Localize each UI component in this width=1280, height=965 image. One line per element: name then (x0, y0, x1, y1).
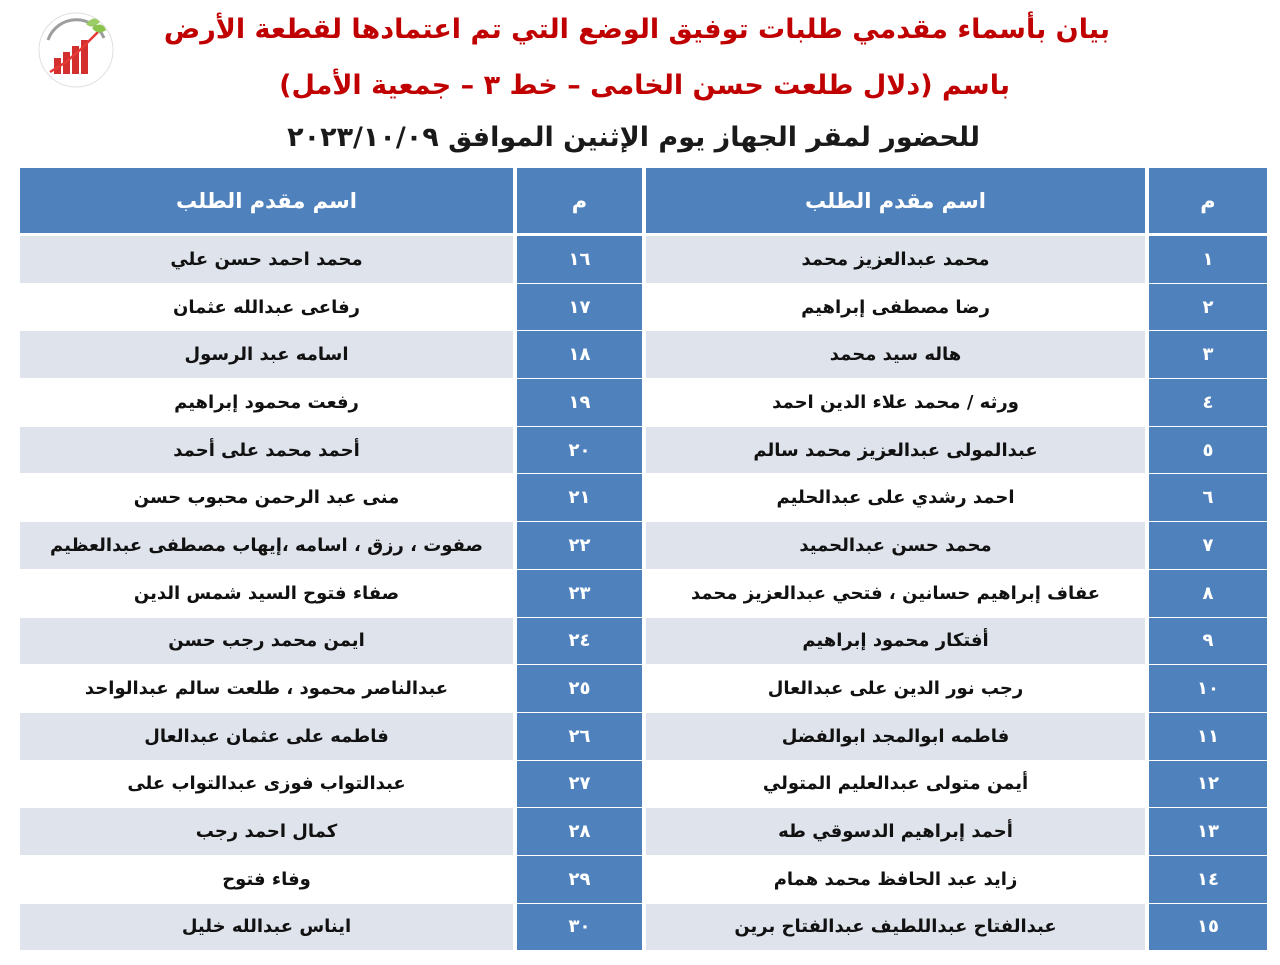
row-number-cell: ١٩ (517, 379, 642, 427)
row-number-cell: ٢٤ (517, 618, 642, 666)
row-number-cell: ٢٣ (517, 570, 642, 618)
row-number-cell: ١٢ (1149, 761, 1267, 809)
row-number-cell: ٣ (1149, 331, 1267, 379)
applicant-name-cell: وفاء فتوح (20, 856, 513, 904)
applicant-name-cell: محمد عبدالعزيز محمد (646, 236, 1145, 284)
applicant-name-cell: رجب نور الدين على عبدالعال (646, 665, 1145, 713)
applicant-name-cell: ورثه / محمد علاء الدين احمد (646, 379, 1145, 427)
applicant-name-cell: رضا مصطفى إبراهيم (646, 284, 1145, 332)
page-title-line-2: باسم (دلال طلعت حسن الخامى – خط ٣ – جمعية الأمل) (279, 70, 1010, 101)
row-number-cell: ٢٦ (517, 713, 642, 761)
row-number-cell: ١٠ (1149, 665, 1267, 713)
row-number-cell: ٢٥ (517, 665, 642, 713)
row-number-cell: ٢٢ (517, 522, 642, 570)
applicant-name-cell: صفاء فتوح السيد شمس الدين (20, 570, 513, 618)
applicant-name-cell: ايمن محمد رجب حسن (20, 618, 513, 666)
applicants-table (20, 168, 1259, 951)
row-number-cell: ٣٠ (517, 904, 642, 952)
row-number-cell: ٢٠ (517, 427, 642, 475)
applicant-name-cell: محمد احمد حسن علي (20, 236, 513, 284)
column-header-name-2: اسم مقدم الطلب (20, 168, 513, 236)
applicant-name-cell: احمد رشدي على عبدالحليم (646, 474, 1145, 522)
row-number-cell: ١٨ (517, 331, 642, 379)
applicant-name-cell: أحمد محمد على أحمد (20, 427, 513, 475)
column-header-name-1: اسم مقدم الطلب (646, 168, 1145, 236)
row-number-cell: ٥ (1149, 427, 1267, 475)
row-number-cell: ٢ (1149, 284, 1267, 332)
row-number-cell: ٢٨ (517, 808, 642, 856)
page-title-line-1: بيان بأسماء مقدمي طلبات توفيق الوضع التي تم اعتمادها لقطعة الأرض (163, 14, 1110, 45)
row-number-cell: ٦ (1149, 474, 1267, 522)
applicant-name-cell: عفاف إبراهيم حسانين ، فتحي عبدالعزيز محمد (646, 570, 1145, 618)
row-number-cell: ١١ (1149, 713, 1267, 761)
column-header-number-1: م (1149, 168, 1267, 236)
applicant-name-cell: كمال احمد رجب (20, 808, 513, 856)
row-number-cell: ١٧ (517, 284, 642, 332)
row-number-cell: ١٥ (1149, 904, 1267, 952)
applicant-name-cell: رفاعى عبدالله عثمان (20, 284, 513, 332)
applicant-name-cell: هاله سيد محمد (646, 331, 1145, 379)
row-number-cell: ١٦ (517, 236, 642, 284)
row-number-cell: ٤ (1149, 379, 1267, 427)
applicant-name-cell: فاطمه على عثمان عبدالعال (20, 713, 513, 761)
column-header-number-2: م (517, 168, 642, 236)
row-number-cell: ٢٩ (517, 856, 642, 904)
applicant-name-cell: أحمد إبراهيم الدسوقي طه (646, 808, 1145, 856)
organization-logo (36, 10, 116, 90)
applicant-name-cell: أيمن متولى عبدالعليم المتولي (646, 761, 1145, 809)
applicant-name-cell: عبدالتواب فوزى عبدالتواب على (20, 761, 513, 809)
row-number-cell: ١ (1149, 236, 1267, 284)
row-number-cell: ٨ (1149, 570, 1267, 618)
applicant-name-cell: اسامه عبد الرسول (20, 331, 513, 379)
applicant-name-cell: محمد حسن عبدالحميد (646, 522, 1145, 570)
applicant-name-cell: أفتكار محمود إبراهيم (646, 618, 1145, 666)
applicant-name-cell: ايناس عبدالله خليل (20, 904, 513, 952)
applicant-name-cell: عبدالمولى عبدالعزيز محمد سالم (646, 427, 1145, 475)
applicant-name-cell: عبدالفتاح عبداللطيف عبدالفتاح برين (646, 904, 1145, 952)
page-title-line-3: للحضور لمقر الجهاز يوم الإثنين الموافق ٢٠٢٣/١٠/٠٩ (287, 122, 980, 153)
row-number-cell: ٧ (1149, 522, 1267, 570)
row-number-cell: ١٤ (1149, 856, 1267, 904)
applicant-name-cell: رفعت محمود إبراهيم (20, 379, 513, 427)
applicant-name-cell: عبدالناصر محمود ، طلعت سالم عبدالواحد (20, 665, 513, 713)
applicant-name-cell: زايد عبد الحافظ محمد همام (646, 856, 1145, 904)
row-number-cell: ٢٧ (517, 761, 642, 809)
row-number-cell: ٢١ (517, 474, 642, 522)
row-number-cell: ١٣ (1149, 808, 1267, 856)
applicant-name-cell: صفوت ، رزق ، اسامه ،إيهاب مصطفى عبدالعظيم (20, 522, 513, 570)
applicant-name-cell: منى عبد الرحمن محبوب حسن (20, 474, 513, 522)
applicant-name-cell: فاطمه ابوالمجد ابوالفضل (646, 713, 1145, 761)
row-number-cell: ٩ (1149, 618, 1267, 666)
